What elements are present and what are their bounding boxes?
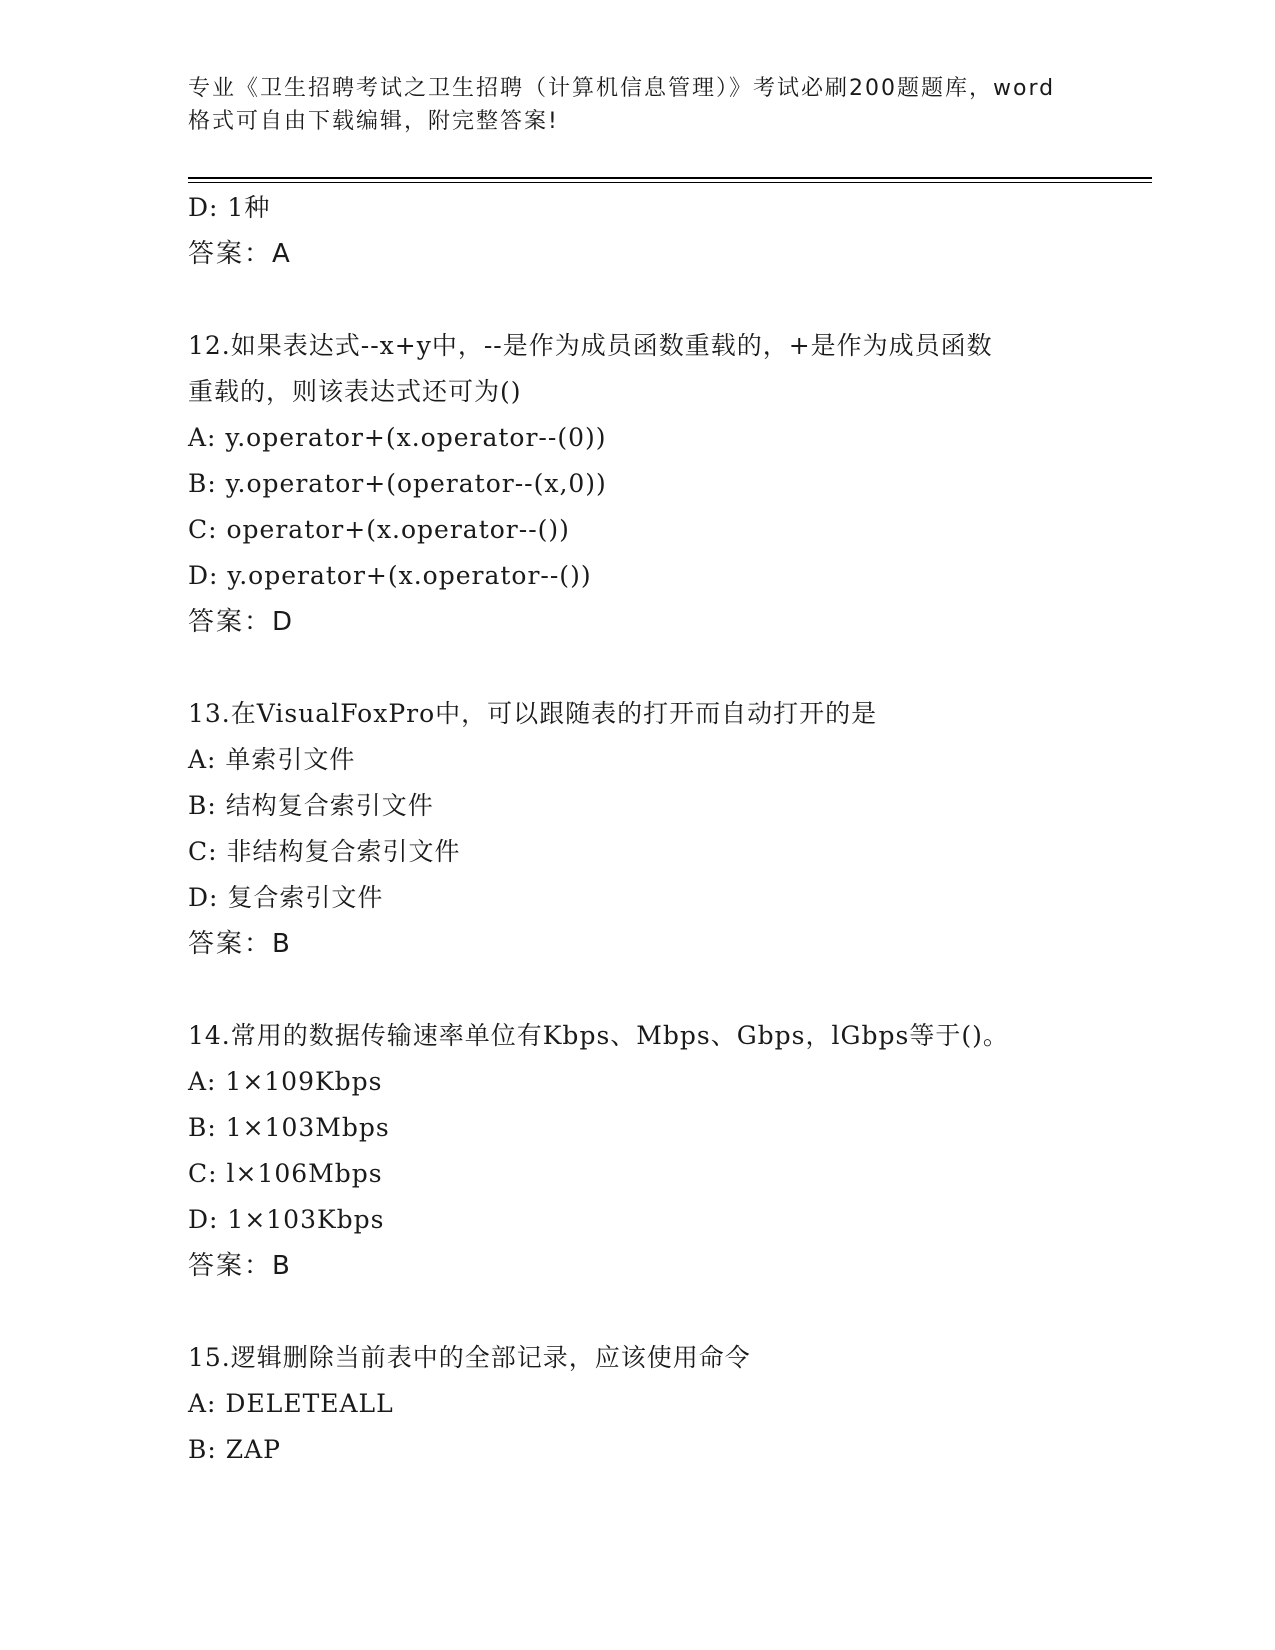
q13-option-a: A: 单索引文件 [188,745,356,774]
header-divider-thin [188,182,1152,183]
question-list [188,185,1108,1473]
q12-option-d: D: y.operator+(x.operator--()) [188,561,592,590]
q15-question: 15.逻辑删除当前表中的全部记录，应该使用命令 [188,1343,751,1372]
question-spacer [188,967,1108,1013]
q11-answer: 答案：A [188,239,292,269]
q14-question: 14.常用的数据传输速率单位有Kbps、Mbps、Gbps，lGbps等于()。 [188,1021,1009,1050]
header-divider-thick [188,177,1152,179]
q12-option-b: B: y.operator+(operator--(x,0)) [188,469,607,498]
q12-question-line-1: 12.如果表达式--x+y中，--是作为成员函数重载的，+是作为成员函数 [188,331,993,360]
q11-option-d: D: 1种 [188,193,271,222]
q13-answer: 答案：B [188,929,292,959]
q12-option-c: C: operator+(x.operator--()) [188,515,570,544]
q13-option-c: C: 非结构复合索引文件 [188,837,461,866]
q15-option-b: B: ZAP [188,1435,281,1464]
q14-option-c: C: l×106Mbps [188,1159,383,1188]
document-header [188,72,1088,138]
q13-option-b: B: 结构复合索引文件 [188,791,434,820]
header-line-2: 格式可自由下载编辑，附完整答案! [188,109,559,134]
question-spacer [188,1289,1108,1335]
q12-answer: 答案：D [188,607,295,637]
q13-option-d: D: 复合索引文件 [188,883,384,912]
q15-option-a: A: DELETEALL [188,1389,394,1418]
question-spacer [188,645,1108,691]
q14-answer: 答案：B [188,1251,292,1281]
q13-question: 13.在VisualFoxPro中，可以跟随表的打开而自动打开的是 [188,699,878,728]
q14-option-a: A: 1×109Kbps [188,1067,383,1096]
q12-option-a: A: y.operator+(x.operator--(0)) [188,423,607,452]
q14-option-b: B: 1×103Mbps [188,1113,390,1142]
q14-option-d: D: 1×103Kbps [188,1205,385,1234]
header-line-1: 专业《卫生招聘考试之卫生招聘（计算机信息管理）》考试必刷200题题库，word [188,76,1056,101]
q12-question-line-2: 重载的，则该表达式还可为() [188,377,522,406]
question-spacer [188,277,1108,323]
